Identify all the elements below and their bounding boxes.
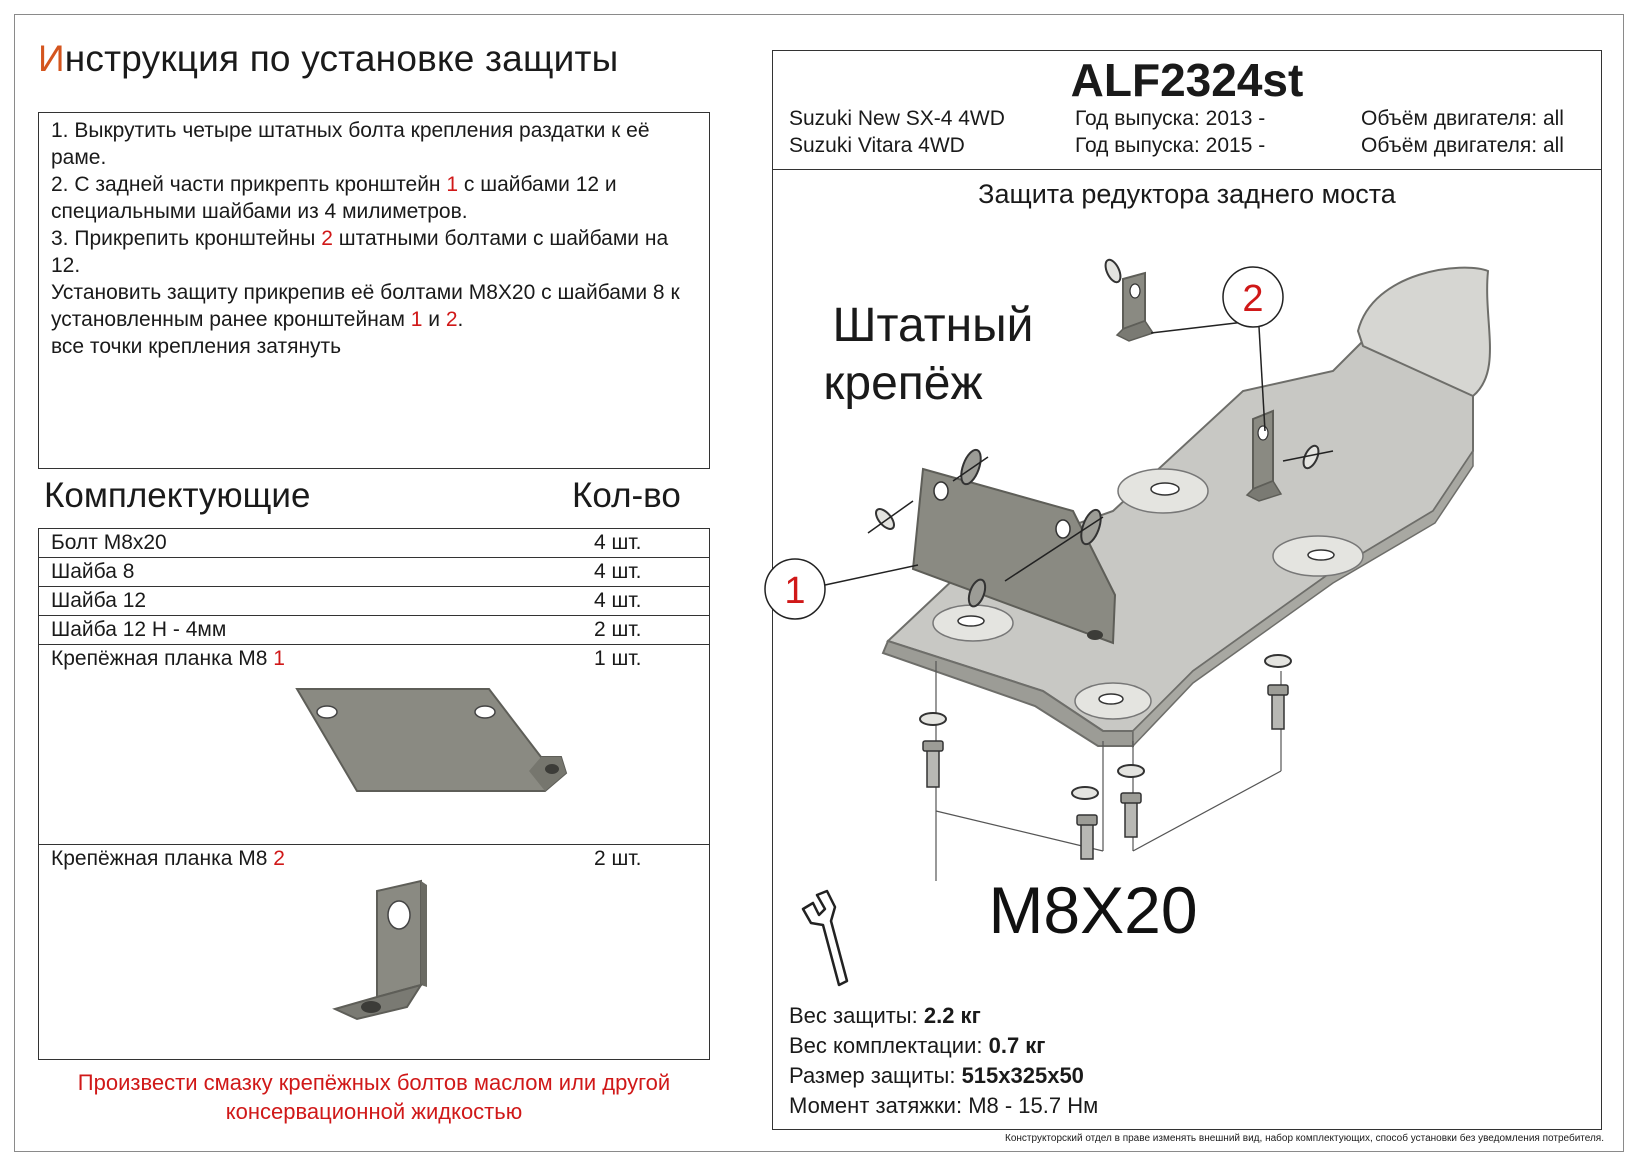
spec-value: 515x325x50: [961, 1063, 1084, 1088]
part-qty: 4 шт.: [594, 531, 642, 554]
car-year: Год выпуска: 2015 -: [1075, 134, 1266, 157]
bolt-size-label: M8X20: [988, 873, 1198, 947]
instruction-text: 2. С задней части прикрепть кронштейн: [51, 173, 447, 196]
instruction-text: штатными болтами с шайбами на 12.: [51, 227, 669, 277]
lubrication-warning: Произвести смазку крепёжных болтов маслом или другой консервационной жидкостью: [77, 1070, 671, 1124]
instruction-text: .: [457, 308, 464, 331]
bracket-ref-1: 1: [410, 308, 423, 331]
spec-label: Размер защиты:: [789, 1063, 962, 1088]
instruction-text: 3. Прикрепить кронштейны: [51, 227, 322, 250]
page-title: [38, 38, 618, 80]
instruction-step-1: 1. Выкрутить четыре штатных болта крепления раздатки к её раме.: [51, 119, 650, 169]
instruction-step-3: [51, 225, 697, 279]
callout-2-number: 2: [1242, 278, 1264, 320]
bracket-ref-2: 2: [321, 227, 333, 250]
callout-2: [1151, 267, 1283, 431]
disclaimer: Конструкторский отдел в праве изменять внешний вид, набор комплектующих, способ установки без уведомления потребителя.: [1005, 1133, 1604, 1144]
car-engine: Объём двигателя: all: [1361, 107, 1564, 130]
product-code: ALF2324st: [1070, 54, 1304, 106]
bracket-ref-1: 1: [446, 173, 459, 196]
instruction-text: Установить защиту прикрепив её болтами M8X20 с шайбами 8 к установленным ранее кронштейнам: [51, 281, 680, 331]
spec-torque: Момент затяжки: M8 - 15.7 Нм: [789, 1093, 1099, 1118]
spec-kit-weight: [789, 1031, 1098, 1061]
table-row: [39, 616, 709, 645]
installation-diagram: [773, 211, 1603, 1011]
bracket-ref-2: 2: [273, 847, 285, 870]
bracket-ref-2: 2: [445, 308, 458, 331]
callout-1-number: 1: [784, 570, 806, 612]
part-name: Болт M8x20: [51, 531, 167, 554]
instruction-step-4: [51, 279, 697, 333]
spec-value: 0.7 кг: [988, 1033, 1046, 1058]
spec-label: Вес комплектации:: [789, 1033, 989, 1058]
instruction-step-5: все точки крепления затянуть: [51, 335, 342, 358]
car-model: Suzuki Vitara 4WD: [789, 134, 965, 157]
table-row: [39, 529, 709, 558]
title-rest: нструкция по установке защиты: [64, 38, 619, 79]
spec-value: 2.2 кг: [923, 1003, 981, 1028]
bracket-ref-1: 1: [273, 647, 285, 670]
part-qty: 4 шт.: [594, 560, 642, 583]
part-qty: 1 шт.: [594, 647, 642, 670]
part-name: Шайба 12 H - 4мм: [51, 618, 227, 641]
table-row: [39, 845, 709, 1059]
instructions-box: [38, 112, 710, 469]
specifications: [789, 1001, 1098, 1121]
car-engine: Объём двигателя: all: [1361, 134, 1564, 157]
instruction-text: с шайбами 12 и специальными шайбами из 4 милиметров.: [51, 173, 617, 223]
standard-fastener-label: Штатный: [832, 299, 1034, 352]
part-name: Шайба 12: [51, 589, 147, 612]
spec-size: [789, 1061, 1098, 1091]
standard-fastener-label: крепёж: [823, 357, 983, 410]
car-year: Год выпуска: 2013 -: [1075, 107, 1266, 130]
product-subtitle: Защита редуктора заднего моста: [978, 179, 1396, 209]
instruction-step-2: [51, 171, 697, 225]
part-name-text: Крепёжная планка M8: [51, 847, 274, 870]
spec-weight: [789, 1001, 1098, 1031]
title-first-letter: И: [38, 38, 65, 79]
table-row: [39, 645, 709, 845]
parts-heading: Комплектующие: [44, 476, 311, 515]
spec-label: Вес защиты:: [789, 1003, 924, 1028]
wrench-icon: [803, 891, 847, 985]
car-model: Suzuki New SX-4 4WD: [789, 107, 1005, 130]
part-qty: 4 шт.: [594, 589, 642, 612]
instruction-text: и: [422, 308, 446, 331]
part-name: Шайба 8: [51, 560, 135, 583]
bracket-1-illustration: [39, 645, 711, 845]
table-row: [39, 558, 709, 587]
parts-table: [38, 528, 710, 1060]
part-qty: 2 шт.: [594, 847, 642, 870]
callout-1: [765, 559, 918, 619]
table-row: [39, 587, 709, 616]
part-qty: 2 шт.: [594, 618, 642, 641]
part-name-text: Крепёжная планка M8: [51, 647, 274, 670]
quantity-heading: Кол-во: [572, 476, 681, 515]
divider: [773, 169, 1601, 170]
bracket-2-illustration: [39, 845, 711, 1059]
product-panel: [772, 50, 1602, 1130]
